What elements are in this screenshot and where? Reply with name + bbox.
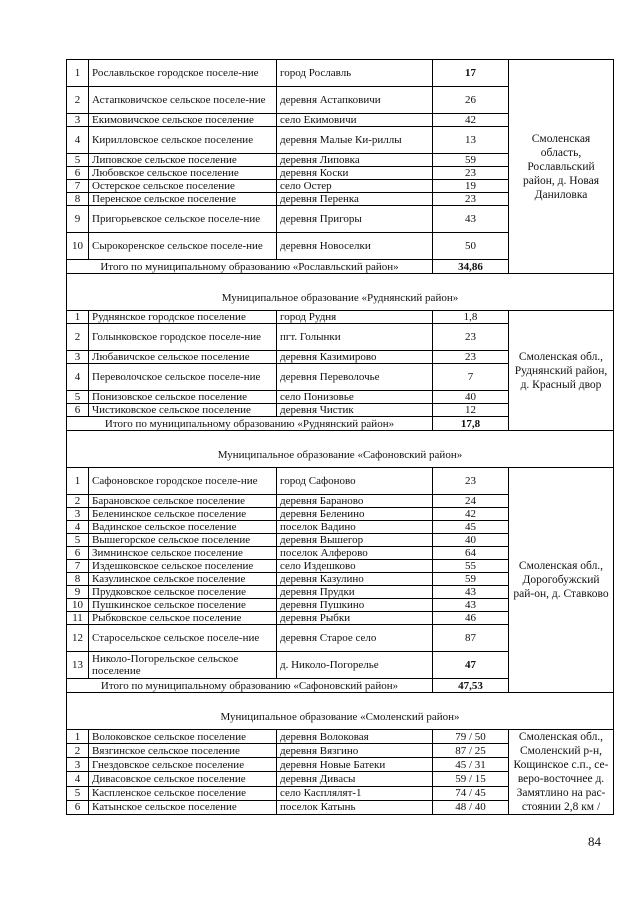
settlement-name: Чистиковское сельское поселение: [89, 404, 277, 417]
total-label: Итого по муниципальному образованию «Сафоновский район»: [67, 679, 433, 693]
admin-center: деревня Коски: [277, 167, 433, 180]
settlement-name: Голынковское городское поселе-ние: [89, 324, 277, 351]
settlement-name: Пригорьевское сельское поселе-ние: [89, 206, 277, 233]
row-number: 5: [67, 391, 89, 404]
row-number: 8: [67, 573, 89, 586]
admin-center: деревня Рыбки: [277, 612, 433, 625]
row-number: 6: [67, 547, 89, 560]
section-header: Муниципальное образование «Руднянский район»: [67, 286, 614, 311]
landfill-distance-table: [66, 59, 614, 815]
settlement-name: Кирилловское сельское поселение: [89, 127, 277, 154]
row-number: 2: [67, 324, 89, 351]
distance-value: 47: [433, 652, 509, 679]
distance-value: 40: [433, 391, 509, 404]
distance-value: 13: [433, 127, 509, 154]
admin-center: д. Николо-Погорелье: [277, 652, 433, 679]
admin-center: село Касплялят-1: [277, 786, 433, 800]
distance-value: 48 / 40: [433, 800, 509, 814]
distance-value: 40: [433, 534, 509, 547]
row-number: 6: [67, 167, 89, 180]
row-number: 6: [67, 404, 89, 417]
row-number: 3: [67, 351, 89, 364]
distance-value: 42: [433, 114, 509, 127]
distance-value: 17: [433, 60, 509, 87]
admin-center: город Сафоново: [277, 468, 433, 495]
distance-value: 45: [433, 521, 509, 534]
admin-center: деревня Казулино: [277, 573, 433, 586]
distance-value: 43: [433, 599, 509, 612]
total-value: 34,86: [433, 260, 509, 274]
section-spacer: [67, 693, 614, 706]
table-body: [67, 60, 614, 815]
admin-center: деревня Казимирово: [277, 351, 433, 364]
distance-value: 23: [433, 167, 509, 180]
settlement-name: Сафоновское городское поселе-ние: [89, 468, 277, 495]
admin-center: деревня Вязгино: [277, 744, 433, 758]
admin-center: поселок Вадино: [277, 521, 433, 534]
settlement-name: Перенское сельское поселение: [89, 193, 277, 206]
row-number: 4: [67, 772, 89, 786]
distance-value: 42: [433, 508, 509, 521]
distance-value: 43: [433, 206, 509, 233]
destination-site: Смоленская область, Рославльский район, д. Новая Даниловка: [509, 60, 614, 274]
admin-center: деревня Волоковая: [277, 730, 433, 744]
settlement-name: Астапковичское сельское поселе-ние: [89, 87, 277, 114]
section-spacer: [67, 431, 614, 444]
settlement-name: Переволочское сельское поселе-ние: [89, 364, 277, 391]
total-label: Итого по муниципальному образованию «Руднянский район»: [67, 417, 433, 431]
admin-center: деревня Бараново: [277, 495, 433, 508]
admin-center: деревня Астапковичи: [277, 87, 433, 114]
row-number: 4: [67, 364, 89, 391]
admin-center: село Екимовичи: [277, 114, 433, 127]
row-number: 3: [67, 508, 89, 521]
distance-value: 87 / 25: [433, 744, 509, 758]
admin-center: деревня Вышегор: [277, 534, 433, 547]
admin-center: деревня Липовка: [277, 154, 433, 167]
distance-value: 7: [433, 364, 509, 391]
settlement-name: Вязгинское сельское поселение: [89, 744, 277, 758]
admin-center: деревня Старое село: [277, 625, 433, 652]
distance-value: 23: [433, 324, 509, 351]
distance-value: 43: [433, 586, 509, 599]
distance-value: 24: [433, 495, 509, 508]
settlement-name: Прудковское сельское поселение: [89, 586, 277, 599]
destination-site: Смоленская обл., Дорогобужский рай-он, д. Ставково: [509, 468, 614, 693]
table-row: [67, 468, 614, 495]
row-number: 3: [67, 758, 89, 772]
admin-center: деревня Новоселки: [277, 233, 433, 260]
section-header-row: [67, 286, 614, 311]
distance-value: 74 / 45: [433, 786, 509, 800]
settlement-name: Издешковское сельское поселение: [89, 560, 277, 573]
row-number: 10: [67, 233, 89, 260]
section-header: Муниципальное образование «Сафоновский район»: [67, 443, 614, 468]
admin-center: деревня Перенка: [277, 193, 433, 206]
row-number: 1: [67, 730, 89, 744]
row-number: 1: [67, 468, 89, 495]
row-number: 3: [67, 114, 89, 127]
row-number: 7: [67, 560, 89, 573]
distance-value: 64: [433, 547, 509, 560]
admin-center: деревня Пригоры: [277, 206, 433, 233]
settlement-name: Вадинское сельское поселение: [89, 521, 277, 534]
distance-value: 12: [433, 404, 509, 417]
settlement-name: Любавичское сельское поселение: [89, 351, 277, 364]
total-value: 47,53: [433, 679, 509, 693]
admin-center: поселок Алферово: [277, 547, 433, 560]
admin-center: деревня Дивасы: [277, 772, 433, 786]
distance-value: 23: [433, 351, 509, 364]
admin-center: поселок Катынь: [277, 800, 433, 814]
distance-value: 59 / 15: [433, 772, 509, 786]
row-number: 2: [67, 744, 89, 758]
row-number: 5: [67, 154, 89, 167]
settlement-name: Барановское сельское поселение: [89, 495, 277, 508]
row-number: 13: [67, 652, 89, 679]
settlement-name: Понизовское сельское поселение: [89, 391, 277, 404]
admin-center: деревня Малые Ки-риллы: [277, 127, 433, 154]
settlement-name: Гнездовское сельское поселение: [89, 758, 277, 772]
section-header: Муниципальное образование «Смоленский район»: [67, 705, 614, 730]
distance-value: 1,8: [433, 311, 509, 324]
distance-value: 87: [433, 625, 509, 652]
total-value: 17,8: [433, 417, 509, 431]
settlement-name: Остерское сельское поселение: [89, 180, 277, 193]
distance-value: 59: [433, 154, 509, 167]
settlement-name: Волоковское сельское поселение: [89, 730, 277, 744]
settlement-name: Вышегорское сельское поселение: [89, 534, 277, 547]
row-number: 8: [67, 193, 89, 206]
admin-center: деревня Чистик: [277, 404, 433, 417]
row-number: 1: [67, 60, 89, 87]
row-number: 5: [67, 786, 89, 800]
destination-site: Смоленская обл., Смоленский р-н, Кощинское с.п., се-веро-восточнее д. Замятлино на рас-стоянии 2,8 км /: [509, 730, 614, 815]
settlement-name: Беленинское сельское поселение: [89, 508, 277, 521]
section-header-row: [67, 705, 614, 730]
admin-center: село Понизовье: [277, 391, 433, 404]
distance-value: 50: [433, 233, 509, 260]
settlement-name: Рославльское городское поселе-ние: [89, 60, 277, 87]
settlement-name: Старосельское сельское поселе-ние: [89, 625, 277, 652]
settlement-name: Катынское сельское поселение: [89, 800, 277, 814]
table-row: [67, 311, 614, 324]
distance-value: 23: [433, 193, 509, 206]
total-label: Итого по муниципальному образованию «Рославльский район»: [67, 260, 433, 274]
settlement-name: Екимовичское сельское поселение: [89, 114, 277, 127]
distance-value: 23: [433, 468, 509, 495]
distance-value: 19: [433, 180, 509, 193]
section-header-row: [67, 443, 614, 468]
admin-center: пгт. Голынки: [277, 324, 433, 351]
row-number: 9: [67, 206, 89, 233]
settlement-name: Казулинское сельское поселение: [89, 573, 277, 586]
row-number: 1: [67, 311, 89, 324]
row-number: 5: [67, 534, 89, 547]
row-number: 6: [67, 800, 89, 814]
settlement-name: Пушкинское сельское поселение: [89, 599, 277, 612]
spacer-cell: [67, 274, 614, 287]
settlement-name: Дивасовское сельское поселение: [89, 772, 277, 786]
admin-center: город Рославль: [277, 60, 433, 87]
admin-center: город Рудня: [277, 311, 433, 324]
settlement-name: Каспленское сельское поселение: [89, 786, 277, 800]
distance-value: 46: [433, 612, 509, 625]
row-number: 2: [67, 87, 89, 114]
settlement-name: Зимнинское сельское поселение: [89, 547, 277, 560]
admin-center: село Издешково: [277, 560, 433, 573]
document-page: [66, 59, 614, 815]
admin-center: деревня Новые Батеки: [277, 758, 433, 772]
distance-value: 79 / 50: [433, 730, 509, 744]
row-number: 2: [67, 495, 89, 508]
admin-center: деревня Прудки: [277, 586, 433, 599]
admin-center: деревня Пушкино: [277, 599, 433, 612]
table-row: [67, 60, 614, 87]
settlement-name: Николо-Погорельское сельское поселение: [89, 652, 277, 679]
distance-value: 55: [433, 560, 509, 573]
section-spacer: [67, 274, 614, 287]
settlement-name: Сырокоренское сельское поселе-ние: [89, 233, 277, 260]
row-number: 4: [67, 127, 89, 154]
settlement-name: Липовское сельское поселение: [89, 154, 277, 167]
row-number: 11: [67, 612, 89, 625]
spacer-cell: [67, 693, 614, 706]
row-number: 10: [67, 599, 89, 612]
admin-center: село Остер: [277, 180, 433, 193]
distance-value: 59: [433, 573, 509, 586]
admin-center: деревня Переволочье: [277, 364, 433, 391]
row-number: 12: [67, 625, 89, 652]
destination-site: Смоленская обл., Руднянский район, д. Красный двор: [509, 311, 614, 431]
spacer-cell: [67, 431, 614, 444]
row-number: 9: [67, 586, 89, 599]
row-number: 4: [67, 521, 89, 534]
row-number: 7: [67, 180, 89, 193]
settlement-name: Любовское сельское поселение: [89, 167, 277, 180]
table-row: [67, 730, 614, 744]
page-number: 84: [588, 834, 601, 849]
admin-center: деревня Беленино: [277, 508, 433, 521]
settlement-name: Рыбковское сельское поселение: [89, 612, 277, 625]
distance-value: 26: [433, 87, 509, 114]
settlement-name: Руднянское городское поселение: [89, 311, 277, 324]
distance-value: 45 / 31: [433, 758, 509, 772]
